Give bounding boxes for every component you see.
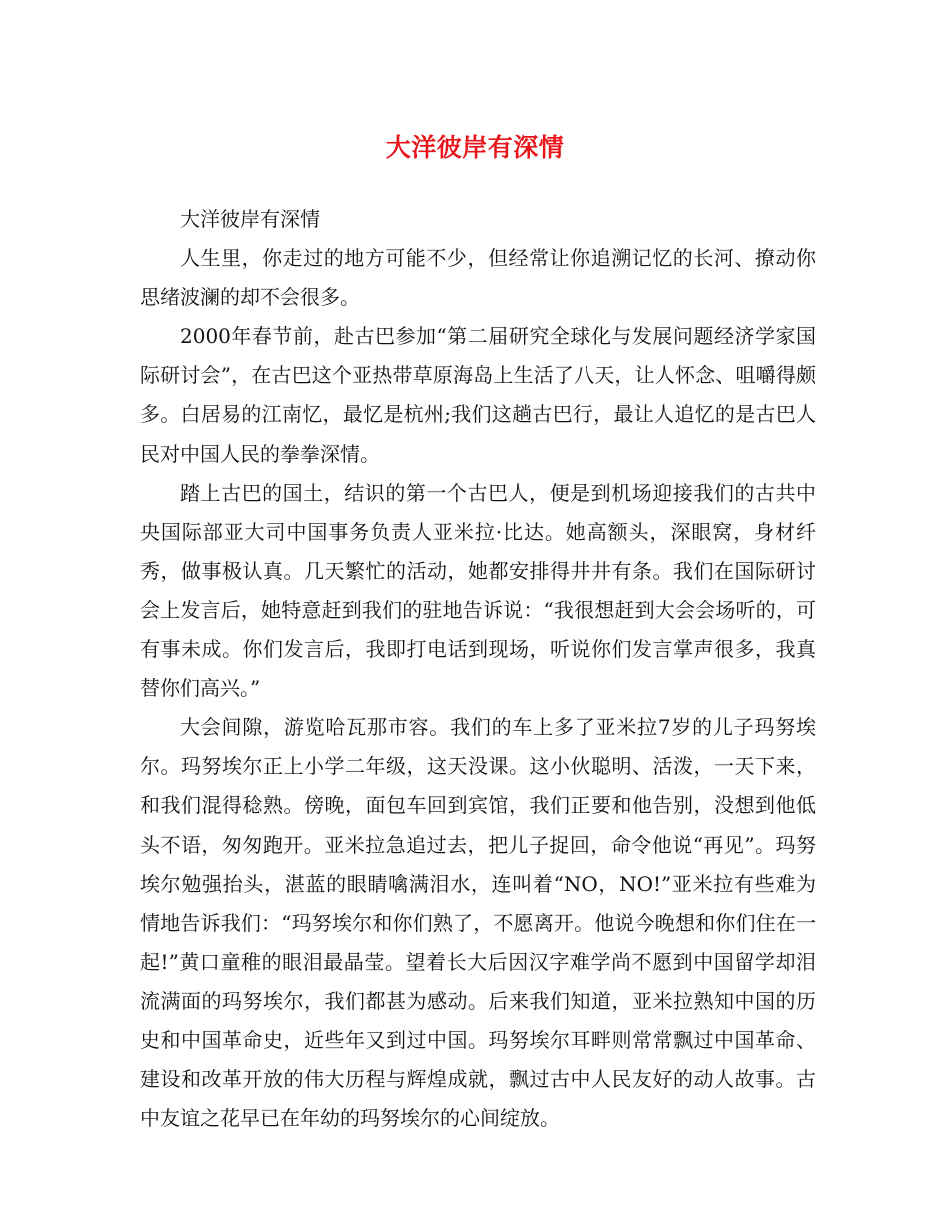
document-title: 大洋彼岸有深情 xyxy=(385,133,565,162)
paragraph-subtitle: 大洋彼岸有深情 xyxy=(180,207,320,231)
paragraph-4: 大会间隙，游览哈瓦那市容。我们的车上多了亚米拉7岁的儿子玛努埃尔。玛努埃尔正上小学二年级，这天没课。这小伙聪明、活泼，一天下来，和我们混得稔熟。傍晚，面包车回到宾馆，我们正要和他告别，没想到他低头不语，匆匆跑开。亚米拉急追过去，把儿子捉回，命令他说“再见”。玛努埃尔勉强抬头，湛蓝的眼睛噙满泪水，连叫着“NO，NO!”亚米拉有些难为情地告诉我们：“玛努埃尔和你们熟了，不愿离开。他说今晚想和你们住在一起!”黄口童稚的眼泪最晶莹。望着长大后因汉字难学尚不愿到中国留学却泪流满面的玛努埃尔，我们都甚为感动。后来我们知道，亚米拉熟知中国的历史和中国革命史，近些年又到过中国。玛努埃尔耳畔则常常飘过中国革命、建设和改革开放的伟大历程与辉煌成就，飘过古中人民友好的动人故事。古中友谊之花早已在年幼的玛努埃尔的心间绽放。 xyxy=(140,715,816,1131)
paragraph-2: 2000年春节前，赴古巴参加“第二届研究全球化与发展问题经济学家国际研讨会”，在古巴这个亚热带草原海岛上生活了八天，让人怀念、咀嚼得颇多。白居易的江南忆，最忆是杭州;我们这趟古巴行，最让人追忆的是古巴人民对中国人民的拳拳深情。 xyxy=(140,324,816,466)
paragraph-1: 人生里，你走过的地方可能不少，但经常让你追溯记忆的长河、撩动你思绪波澜的却不会很多。 xyxy=(140,246,816,310)
paragraph-3: 踏上古巴的国土，结识的第一个古巴人，便是到机场迎接我们的古共中央国际部亚大司中国事务负责人亚米拉·比达。她高额头，深眼窝，身材纤秀，做事极认真。几天繁忙的活动，她都安排得井井有条。我们在国际研讨会上发言后，她特意赶到我们的驻地告诉说：“我很想赶到大会会场听的，可有事未成。你们发言后，我即打电话到现场，听说你们发言掌声很多，我真替你们高兴。” xyxy=(140,480,816,701)
document-body xyxy=(140,200,816,1138)
